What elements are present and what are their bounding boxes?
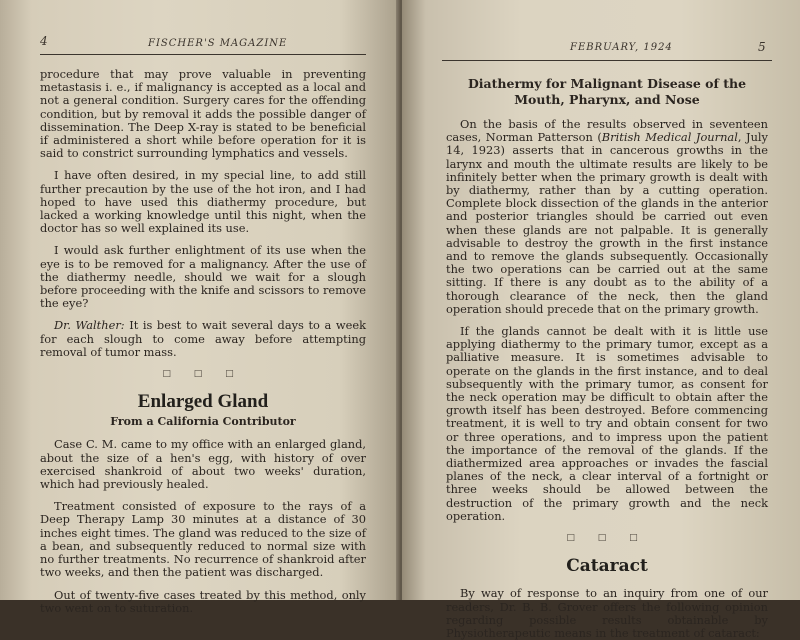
paragraph-dr-walther [40,319,366,359]
section-ornament: □ □ □ [162,369,244,380]
citation-rest: , July 14, 1923) asserts that in cancerous growths in the larynx and mouth the ultimate results are likely to be infinitely better when the primary growth is dealt with by diathermy, rather than by a cutting operation. Complete block dissection of the glands in the anterior and posterior triangles should be carried out even when these glands are not palpable. It is generally advisable to destroy the growth in the first instance and to remove the glands subsequently. Occasionally the two operations can be carried out at the same sitting. If there is any doubt as to the ability of a thorough clearance of the neck, then the gland operation should precede that on the primary growth. [446,130,768,316]
right-text-column [446,76,768,640]
paragraph-results: Out of twenty-five cases treated by this method, only two went on to suturation. [40,587,366,615]
journal-citation: British Medical Journal [601,130,738,145]
right-page-number: 5 [758,40,766,54]
paragraph-eye-question: I would ask further enlightment of its use when the eye is to be removed for a malignancy. After the use of the diathermy needle, should we wait for a slough before proceeding with the knife and scissors to remove the eye? [40,243,366,311]
left-header-rule [40,54,366,55]
right-header-rule [442,60,772,61]
article-title-diathermy: Diathermy for Malignant Disease of the Mouth, Pharynx, and Nose [467,76,747,107]
article-title-cataract: Cataract [566,556,648,577]
paragraph-case: Case C. M. came to my office with an enlarged gland, about the size of a hen's egg, with history of over exercised shankroid of about two weeks' duration, which had previously healed. [40,437,366,492]
paragraph-patterson [446,118,768,316]
paragraph-hot-iron: I have often desired, in my special line, to add still further precaution by the use of the hot iron, and I had hoped to have used this diathermy procedure, but lacked a working knowledge until this night, when the doctor has so well explained its use. [40,168,366,236]
right-running-head: FEBRUARY, 1924 [570,42,673,53]
section-ornament-right: □ □ □ [566,533,648,544]
left-page [0,0,400,615]
article-subtitle: From a California Contributor [110,415,296,429]
continued-paragraph: procedure that may prove valuable in preventing metastasis i. e., if malignancy is accepted as a local and not a general condition. Surgery cares for the offending condition, but by removal it adds the possible danger of dissemination. The Deep X-ray is stated to be beneficial if administered a short while before operation for it is said to constrict surrounding lymphatics and vessels. [40,67,366,161]
speaker-name: Dr. Walther: [54,318,125,333]
speaker-answer: It is best to wait several days to a week for each slough to come away before attempting removal of tumor mass. [40,318,367,359]
left-text-column [40,68,366,615]
article-title-enlarged-gland: Enlarged Gland [137,391,269,413]
left-page-number: 4 [40,34,48,48]
paragraph-treatment: Treatment consisted of exposure to the rays of a Deep Therapy Lamp 30 minutes at a distance of 30 inches eight times. The gland was reduced to the size of a bean, and subsequently reduced to normal size with no further treatments. No recurrence of shankroid after two weeks, and then the patient was discharged. [40,499,366,580]
paragraph-cataract: By way of response to an inquiry from one of our readers, Dr. B. B. Grover offers the following opinion regarding possible results obtainable by Physiotherapeutic means in the treatment of cataract: [446,586,768,640]
paragraph-glands: If the glands cannot be dealt with it is little use applying diathermy to the primary tumor, except as a palliative measure. It is sometimes advisable to operate on the glands in the first instance, and to deal subsequently with the primary tumor, as consent for the neck operation may be difficult to obtain after the growth itself has been destroyed. Before commencing treatment, it is well to try and obtain consent for two or three operations, and to impress upon the patient the importance of the removal of the glands. If the diathermized area approaches or invades the fascial planes of the neck, a clear interval of a fortnight or three weeks should be allowed between the destruction of the primary growth and the neck operation. [446,324,768,523]
citation-lead: On the basis of the results observed in seventeen cases, Norman Patterson ( [446,117,768,145]
right-page [402,0,800,640]
left-running-head: FISCHER'S MAGAZINE [148,38,288,49]
